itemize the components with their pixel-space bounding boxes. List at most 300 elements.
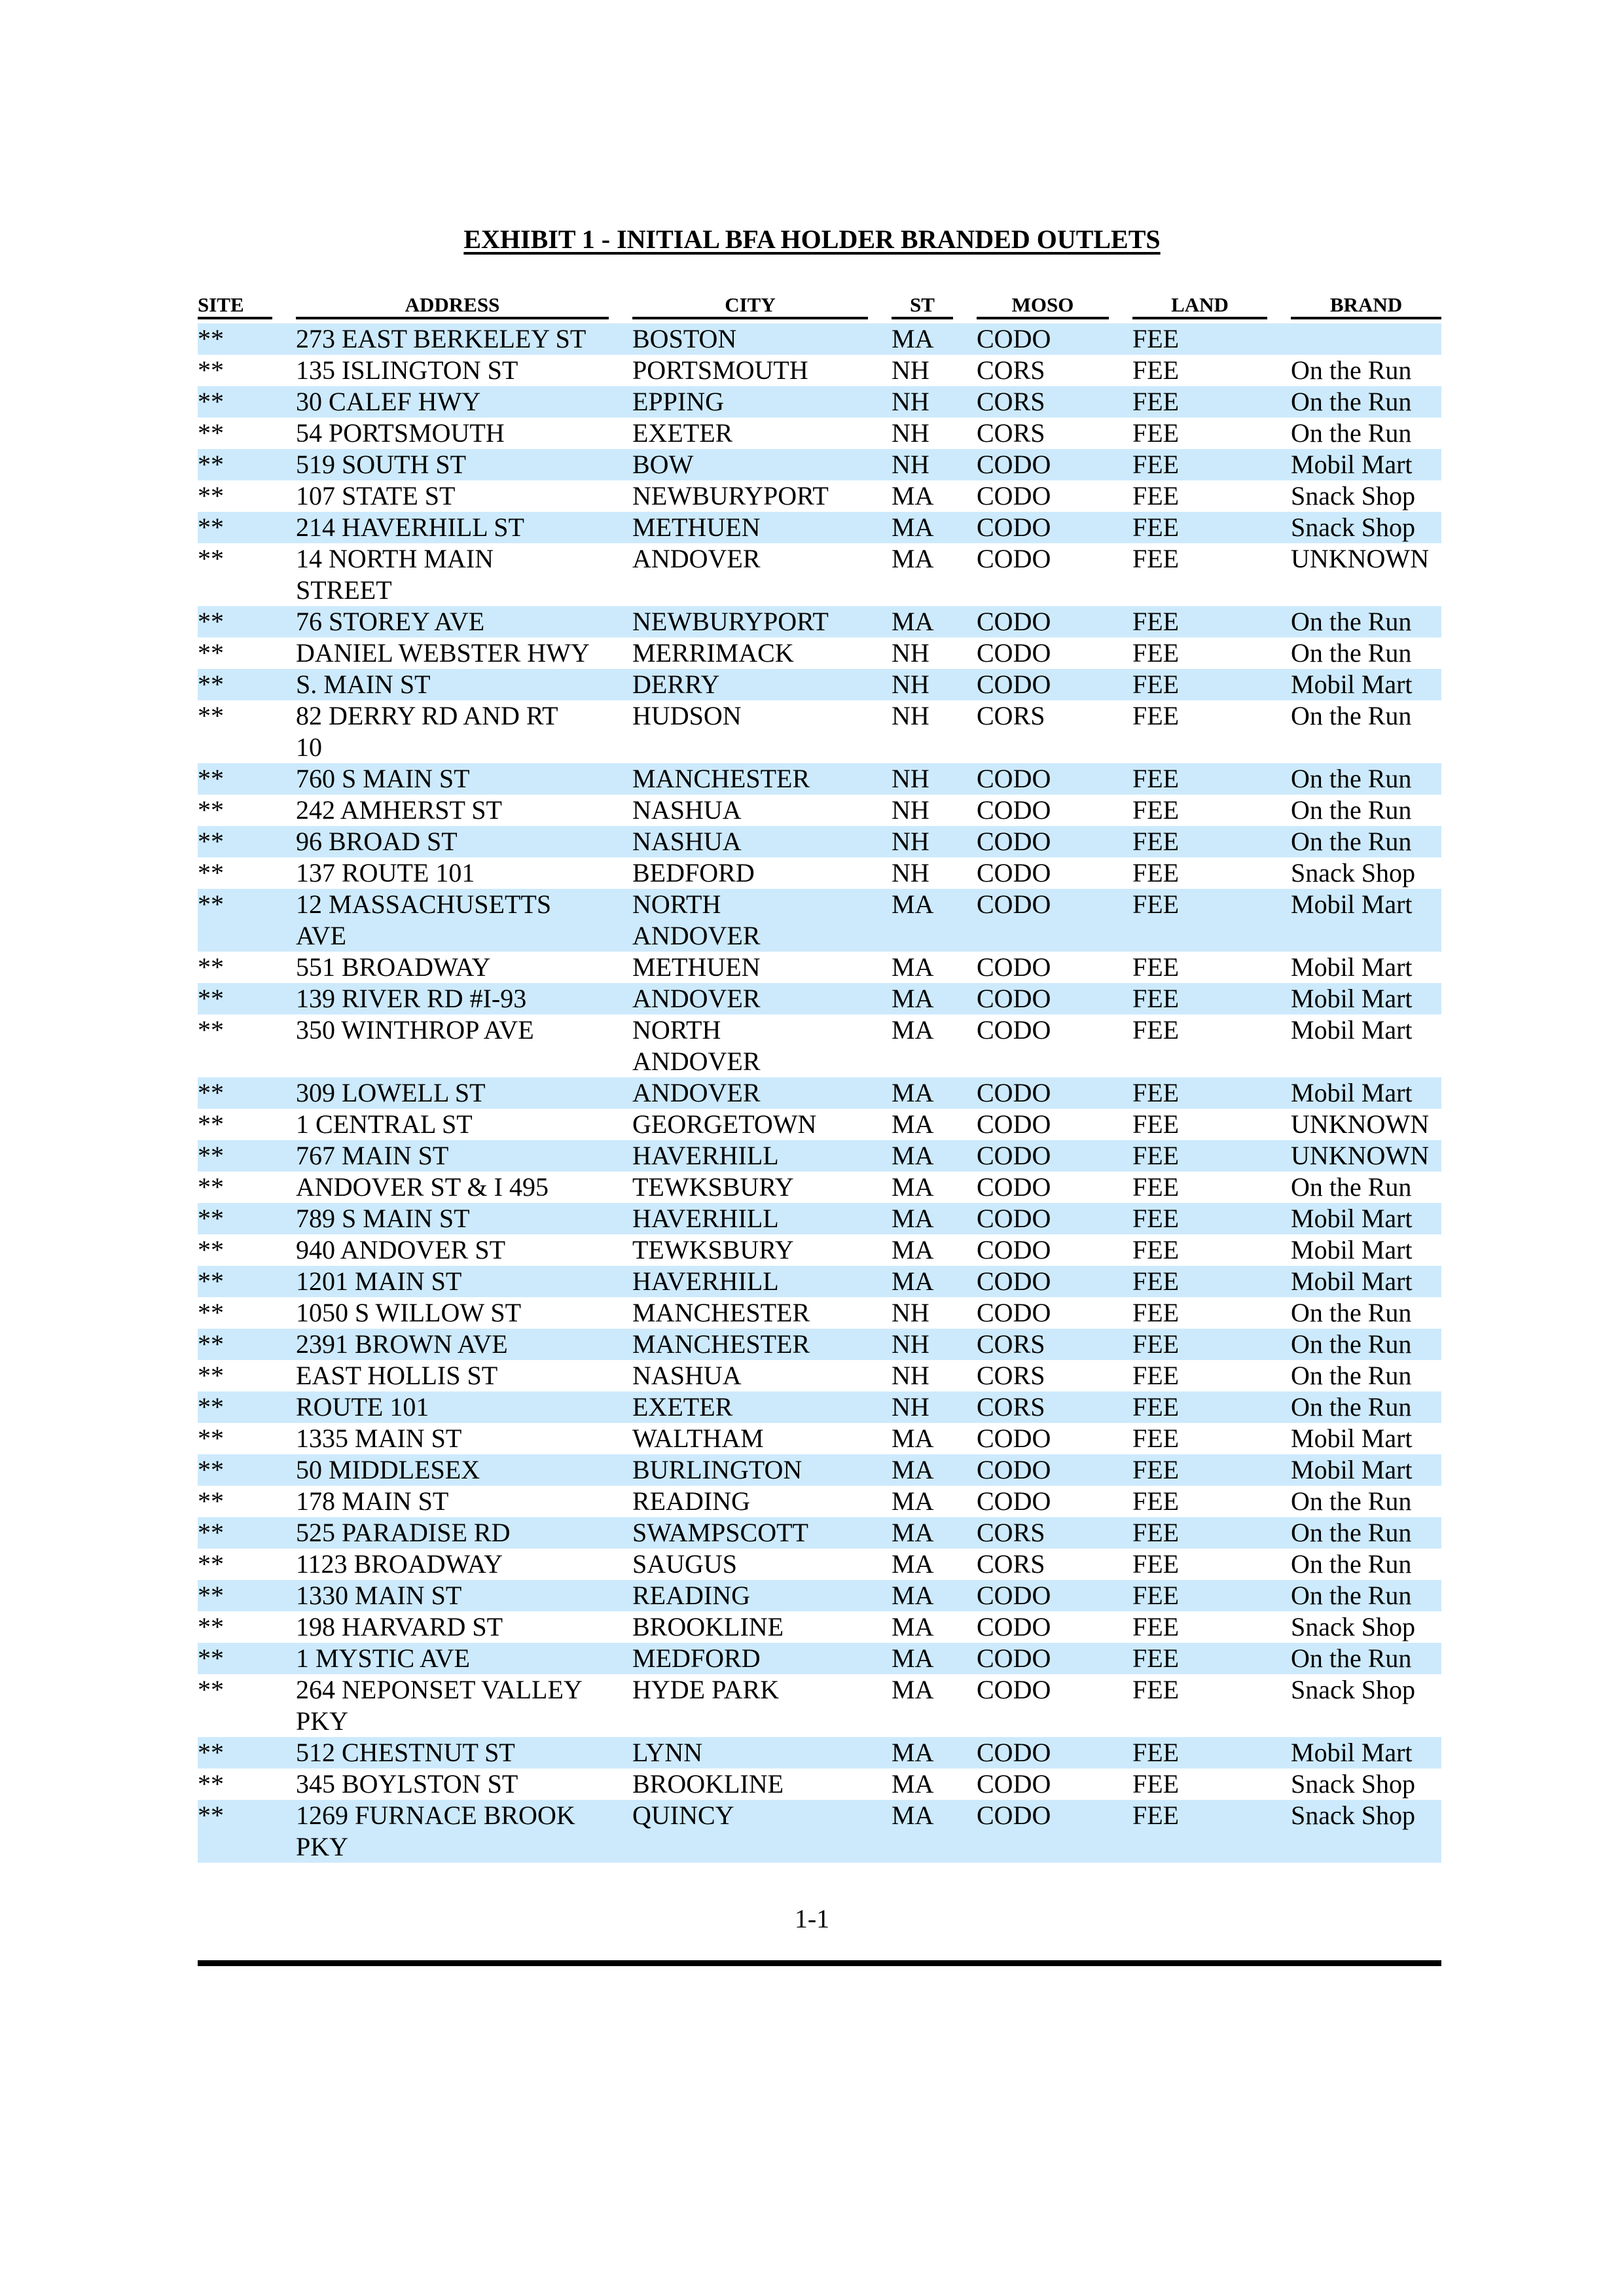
- cell-brand: On the Run: [1291, 1392, 1412, 1422]
- cell-land: FEE: [1132, 418, 1180, 448]
- cell-address: 1123 BROADWAY: [296, 1549, 503, 1579]
- cell-site: **: [198, 827, 224, 856]
- cell-site: **: [198, 1266, 224, 1296]
- cell-brand: Snack Shop: [1291, 481, 1415, 511]
- cell-address: STREET: [296, 575, 392, 605]
- cell-site: **: [198, 418, 224, 448]
- cell-st: NH: [892, 827, 929, 856]
- cell-st: NH: [892, 418, 929, 448]
- cell-site: **: [198, 1298, 224, 1327]
- cell-city: METHUEN: [632, 512, 761, 542]
- table-row: [198, 857, 1441, 889]
- cell-city: BROOKLINE: [632, 1612, 784, 1641]
- cell-city: QUINCY: [632, 1801, 734, 1830]
- cell-st: MA: [892, 1424, 934, 1453]
- header-brand: BRAND: [1291, 293, 1441, 319]
- cell-brand: Mobil Mart: [1291, 1738, 1413, 1767]
- table-row: [198, 1140, 1441, 1172]
- cell-land: FEE: [1132, 1581, 1180, 1610]
- cell-site: **: [198, 512, 224, 542]
- cell-city: BEDFORD: [632, 858, 755, 888]
- cell-site: **: [198, 1235, 224, 1265]
- cell-land: FEE: [1132, 764, 1180, 793]
- cell-st: NH: [892, 1361, 929, 1390]
- cell-city: LYNN: [632, 1738, 703, 1767]
- cell-brand: On the Run: [1291, 795, 1412, 825]
- cell-brand: On the Run: [1291, 1172, 1412, 1202]
- cell-site: **: [198, 1801, 224, 1830]
- cell-st: MA: [892, 1769, 934, 1799]
- table-row: [198, 512, 1441, 543]
- cell-city: TEWKSBURY: [632, 1172, 794, 1202]
- cell-city: SWAMPSCOTT: [632, 1518, 808, 1547]
- cell-land: FEE: [1132, 1738, 1180, 1767]
- cell-brand: Mobil Mart: [1291, 670, 1413, 699]
- cell-brand: Mobil Mart: [1291, 889, 1413, 919]
- cell-address: 1330 MAIN ST: [296, 1581, 462, 1610]
- cell-address: 264 NEPONSET VALLEY: [296, 1675, 583, 1704]
- cell-moso: CODO: [977, 1612, 1051, 1641]
- cell-site: **: [198, 324, 224, 353]
- cell-moso: CODO: [977, 1581, 1051, 1610]
- cell-st: NH: [892, 764, 929, 793]
- cell-city: HAVERHILL: [632, 1141, 779, 1170]
- cell-site: **: [198, 1392, 224, 1422]
- cell-moso: CODO: [977, 984, 1051, 1013]
- page-number: 1-1: [794, 1904, 830, 1933]
- cell-address: 10: [296, 732, 322, 762]
- cell-city: NEWBURYPORT: [632, 607, 829, 636]
- cell-site: **: [198, 764, 224, 793]
- cell-moso: CORS: [977, 418, 1045, 448]
- cell-moso: CODO: [977, 1141, 1051, 1170]
- cell-city: READING: [632, 1581, 750, 1610]
- table-row: [198, 952, 1441, 983]
- cell-address: 512 CHESTNUT ST: [296, 1738, 515, 1767]
- cell-moso: CORS: [977, 387, 1045, 416]
- table-row: [198, 1737, 1441, 1768]
- cell-city: ANDOVER: [632, 921, 761, 950]
- cell-moso: CODO: [977, 1109, 1051, 1139]
- cell-st: MA: [892, 1204, 934, 1233]
- cell-st: NH: [892, 858, 929, 888]
- cell-st: MA: [892, 1549, 934, 1579]
- table-row: [198, 1329, 1441, 1360]
- cell-moso: CODO: [977, 324, 1051, 353]
- cell-address: 273 EAST BERKELEY ST: [296, 324, 586, 353]
- cell-city: READING: [632, 1486, 750, 1516]
- outlets-table: [198, 323, 1441, 1863]
- table-row: [198, 418, 1441, 449]
- cell-site: **: [198, 1549, 224, 1579]
- cell-city: NASHUA: [632, 795, 742, 825]
- table-row: [198, 1297, 1441, 1329]
- cell-st: MA: [892, 1486, 934, 1516]
- cell-site: **: [198, 795, 224, 825]
- cell-st: MA: [892, 1078, 934, 1107]
- cell-address: 309 LOWELL ST: [296, 1078, 486, 1107]
- cell-address: 14 NORTH MAIN: [296, 544, 494, 573]
- table-row: [198, 386, 1441, 418]
- cell-city: ANDOVER: [632, 1047, 761, 1076]
- table-row: [198, 1077, 1441, 1109]
- table-row: [198, 1172, 1441, 1203]
- cell-site: **: [198, 481, 224, 511]
- cell-brand: On the Run: [1291, 827, 1412, 856]
- cell-moso: CODO: [977, 1486, 1051, 1516]
- cell-site: **: [198, 1329, 224, 1359]
- cell-land: FEE: [1132, 1361, 1180, 1390]
- cell-moso: CODO: [977, 638, 1051, 668]
- cell-brand: Snack Shop: [1291, 1769, 1415, 1799]
- cell-address: 519 SOUTH ST: [296, 450, 467, 479]
- table-row: [198, 355, 1441, 386]
- cell-site: **: [198, 1581, 224, 1610]
- table-row: [198, 1800, 1441, 1863]
- table-row: [198, 795, 1441, 826]
- cell-address: 1335 MAIN ST: [296, 1424, 462, 1453]
- cell-brand: Snack Shop: [1291, 1675, 1415, 1704]
- cell-site: **: [198, 701, 224, 730]
- cell-st: NH: [892, 387, 929, 416]
- header-address: ADDRESS: [296, 293, 609, 319]
- cell-land: FEE: [1132, 795, 1180, 825]
- cell-address: S. MAIN ST: [296, 670, 431, 699]
- table-row: [198, 1234, 1441, 1266]
- cell-address: 1201 MAIN ST: [296, 1266, 462, 1296]
- cell-land: FEE: [1132, 1612, 1180, 1641]
- cell-st: MA: [892, 481, 934, 511]
- cell-moso: CODO: [977, 827, 1051, 856]
- cell-site: **: [198, 858, 224, 888]
- cell-address: 789 S MAIN ST: [296, 1204, 470, 1233]
- cell-moso: CORS: [977, 1329, 1045, 1359]
- table-row: [198, 1768, 1441, 1800]
- cell-address: ROUTE 101: [296, 1392, 429, 1422]
- cell-land: FEE: [1132, 670, 1180, 699]
- cell-site: **: [198, 1769, 224, 1799]
- cell-st: NH: [892, 1329, 929, 1359]
- cell-moso: CODO: [977, 1266, 1051, 1296]
- table-row: [198, 1674, 1441, 1737]
- cell-brand: Mobil Mart: [1291, 1078, 1413, 1107]
- cell-address: 242 AMHERST ST: [296, 795, 502, 825]
- cell-address: 76 STOREY AVE: [296, 607, 485, 636]
- cell-site: **: [198, 984, 224, 1013]
- cell-moso: CODO: [977, 670, 1051, 699]
- cell-address: 1050 S WILLOW ST: [296, 1298, 522, 1327]
- cell-land: FEE: [1132, 1172, 1180, 1202]
- cell-city: NEWBURYPORT: [632, 481, 829, 511]
- cell-city: HYDE PARK: [632, 1675, 780, 1704]
- cell-address: 1 MYSTIC AVE: [296, 1643, 470, 1673]
- cell-moso: CORS: [977, 355, 1045, 385]
- cell-moso: CODO: [977, 795, 1051, 825]
- cell-brand: On the Run: [1291, 1486, 1412, 1516]
- cell-land: FEE: [1132, 355, 1180, 385]
- cell-st: NH: [892, 355, 929, 385]
- cell-moso: CORS: [977, 1361, 1045, 1390]
- table-row: [198, 763, 1441, 795]
- cell-brand: On the Run: [1291, 764, 1412, 793]
- cell-brand: Snack Shop: [1291, 858, 1415, 888]
- cell-site: **: [198, 1675, 224, 1704]
- cell-city: NORTH: [632, 889, 721, 919]
- cell-st: MA: [892, 1172, 934, 1202]
- cell-address: 198 HARVARD ST: [296, 1612, 503, 1641]
- cell-land: FEE: [1132, 512, 1180, 542]
- cell-brand: On the Run: [1291, 1298, 1412, 1327]
- cell-city: NASHUA: [632, 827, 742, 856]
- table-row: [198, 1611, 1441, 1643]
- cell-st: MA: [892, 512, 934, 542]
- cell-moso: CODO: [977, 1235, 1051, 1265]
- cell-site: **: [198, 1204, 224, 1233]
- cell-city: ANDOVER: [632, 1078, 761, 1107]
- table-row: [198, 1517, 1441, 1549]
- table-row: [198, 480, 1441, 512]
- page-title: EXHIBIT 1 - INITIAL BFA HOLDER BRANDED OUTLETS: [463, 224, 1161, 254]
- cell-site: **: [198, 544, 224, 573]
- cell-brand: On the Run: [1291, 1518, 1412, 1547]
- cell-land: FEE: [1132, 984, 1180, 1013]
- cell-address: 178 MAIN ST: [296, 1486, 449, 1516]
- cell-city: EXETER: [632, 418, 733, 448]
- table-row: [198, 1486, 1441, 1517]
- cell-address: AVE: [296, 921, 347, 950]
- cell-moso: CODO: [977, 889, 1051, 919]
- cell-st: MA: [892, 1455, 934, 1484]
- cell-st: MA: [892, 984, 934, 1013]
- cell-moso: CODO: [977, 1204, 1051, 1233]
- cell-moso: CORS: [977, 1392, 1045, 1422]
- cell-address: 551 BROADWAY: [296, 952, 491, 982]
- cell-moso: CODO: [977, 1015, 1051, 1045]
- cell-brand: On the Run: [1291, 1549, 1412, 1579]
- table-row: [198, 1203, 1441, 1234]
- cell-moso: CODO: [977, 764, 1051, 793]
- cell-land: FEE: [1132, 952, 1180, 982]
- cell-brand: Snack Shop: [1291, 1612, 1415, 1641]
- cell-brand: On the Run: [1291, 1329, 1412, 1359]
- cell-st: NH: [892, 795, 929, 825]
- cell-city: MANCHESTER: [632, 764, 810, 793]
- cell-moso: CODO: [977, 1738, 1051, 1767]
- cell-city: BOW: [632, 450, 694, 479]
- cell-brand: On the Run: [1291, 607, 1412, 636]
- cell-brand: Mobil Mart: [1291, 1424, 1413, 1453]
- cell-address: 139 RIVER RD #I-93: [296, 984, 527, 1013]
- cell-moso: CODO: [977, 450, 1051, 479]
- cell-st: MA: [892, 1801, 934, 1830]
- cell-land: FEE: [1132, 1549, 1180, 1579]
- cell-land: FEE: [1132, 1392, 1180, 1422]
- cell-city: MANCHESTER: [632, 1298, 810, 1327]
- table-row: [198, 1454, 1441, 1486]
- cell-brand: On the Run: [1291, 701, 1412, 730]
- cell-moso: CODO: [977, 858, 1051, 888]
- cell-address: 214 HAVERHILL ST: [296, 512, 524, 542]
- cell-site: **: [198, 1455, 224, 1484]
- table-row: [198, 1423, 1441, 1454]
- cell-city: WALTHAM: [632, 1424, 764, 1453]
- cell-site: **: [198, 638, 224, 668]
- cell-st: MA: [892, 1581, 934, 1610]
- cell-site: **: [198, 889, 224, 919]
- header-city: CITY: [632, 293, 868, 319]
- header-site: SITE: [198, 293, 272, 319]
- cell-land: FEE: [1132, 1235, 1180, 1265]
- cell-site: **: [198, 1738, 224, 1767]
- cell-address: 30 CALEF HWY: [296, 387, 481, 416]
- table-row: [198, 1109, 1441, 1140]
- cell-land: FEE: [1132, 1329, 1180, 1359]
- cell-land: FEE: [1132, 1141, 1180, 1170]
- table-row: [198, 889, 1441, 952]
- cell-land: FEE: [1132, 324, 1180, 353]
- cell-moso: CODO: [977, 544, 1051, 573]
- cell-brand: Mobil Mart: [1291, 1455, 1413, 1484]
- cell-city: ANDOVER: [632, 544, 761, 573]
- cell-site: **: [198, 1172, 224, 1202]
- cell-city: DERRY: [632, 670, 720, 699]
- cell-address: 82 DERRY RD AND RT: [296, 701, 558, 730]
- cell-city: NASHUA: [632, 1361, 742, 1390]
- cell-city: PORTSMOUTH: [632, 355, 808, 385]
- cell-land: FEE: [1132, 1109, 1180, 1139]
- table-row: [198, 669, 1441, 700]
- table-row: [198, 637, 1441, 669]
- cell-moso: CODO: [977, 1801, 1051, 1830]
- cell-land: FEE: [1132, 1486, 1180, 1516]
- cell-city: MEDFORD: [632, 1643, 761, 1673]
- cell-st: NH: [892, 670, 929, 699]
- header-moso: MOSO: [977, 293, 1109, 319]
- cell-city: METHUEN: [632, 952, 761, 982]
- cell-site: **: [198, 670, 224, 699]
- cell-city: NORTH: [632, 1015, 721, 1045]
- cell-address: PKY: [296, 1706, 349, 1736]
- cell-address: 1269 FURNACE BROOK: [296, 1801, 575, 1830]
- cell-address: 345 BOYLSTON ST: [296, 1769, 518, 1799]
- table-row: [198, 606, 1441, 637]
- cell-address: 940 ANDOVER ST: [296, 1235, 506, 1265]
- cell-city: EPPING: [632, 387, 725, 416]
- cell-moso: CODO: [977, 1675, 1051, 1704]
- cell-land: FEE: [1132, 858, 1180, 888]
- cell-land: FEE: [1132, 1424, 1180, 1453]
- cell-address: 135 ISLINGTON ST: [296, 355, 518, 385]
- cell-city: ANDOVER: [632, 984, 761, 1013]
- cell-address: 350 WINTHROP AVE: [296, 1015, 534, 1045]
- cell-brand: On the Run: [1291, 418, 1412, 448]
- table-row: [198, 826, 1441, 857]
- table-row: [198, 449, 1441, 480]
- cell-land: FEE: [1132, 1078, 1180, 1107]
- cell-st: MA: [892, 1518, 934, 1547]
- cell-address: 54 PORTSMOUTH: [296, 418, 505, 448]
- cell-city: SAUGUS: [632, 1549, 738, 1579]
- cell-brand: Snack Shop: [1291, 512, 1415, 542]
- cell-brand: Snack Shop: [1291, 1801, 1415, 1830]
- cell-brand: UNKNOWN: [1291, 1141, 1430, 1170]
- cell-moso: CORS: [977, 1549, 1045, 1579]
- cell-st: MA: [892, 1141, 934, 1170]
- cell-st: MA: [892, 1109, 934, 1139]
- cell-st: MA: [892, 607, 934, 636]
- cell-moso: CODO: [977, 481, 1051, 511]
- cell-st: NH: [892, 450, 929, 479]
- table-row: [198, 543, 1441, 606]
- cell-land: FEE: [1132, 889, 1180, 919]
- cell-city: HAVERHILL: [632, 1204, 779, 1233]
- cell-land: FEE: [1132, 1015, 1180, 1045]
- cell-moso: CORS: [977, 1518, 1045, 1547]
- cell-site: **: [198, 952, 224, 982]
- cell-brand: On the Run: [1291, 1581, 1412, 1610]
- cell-moso: CODO: [977, 1424, 1051, 1453]
- cell-land: FEE: [1132, 481, 1180, 511]
- cell-st: MA: [892, 952, 934, 982]
- cell-site: **: [198, 1361, 224, 1390]
- header-land: LAND: [1132, 293, 1267, 319]
- cell-land: FEE: [1132, 1675, 1180, 1704]
- cell-address: 12 MASSACHUSETTS: [296, 889, 552, 919]
- cell-brand: Mobil Mart: [1291, 1015, 1413, 1045]
- cell-address: 1 CENTRAL ST: [296, 1109, 473, 1139]
- cell-brand: UNKNOWN: [1291, 544, 1430, 573]
- cell-land: FEE: [1132, 1518, 1180, 1547]
- cell-land: FEE: [1132, 701, 1180, 730]
- cell-st: MA: [892, 1015, 934, 1045]
- table-row: [198, 1014, 1441, 1077]
- cell-city: BURLINGTON: [632, 1455, 803, 1484]
- cell-brand: Mobil Mart: [1291, 1204, 1413, 1233]
- cell-city: BOSTON: [632, 324, 737, 353]
- cell-st: MA: [892, 1675, 934, 1704]
- cell-land: FEE: [1132, 1455, 1180, 1484]
- cell-site: **: [198, 355, 224, 385]
- cell-moso: CODO: [977, 1769, 1051, 1799]
- cell-city: HAVERHILL: [632, 1266, 779, 1296]
- cell-address: ANDOVER ST & I 495: [296, 1172, 549, 1202]
- cell-st: MA: [892, 1235, 934, 1265]
- cell-address: 96 BROAD ST: [296, 827, 458, 856]
- cell-address: 107 STATE ST: [296, 481, 456, 511]
- cell-brand: On the Run: [1291, 638, 1412, 668]
- cell-site: **: [198, 1015, 224, 1045]
- cell-st: MA: [892, 544, 934, 573]
- cell-city: TEWKSBURY: [632, 1235, 794, 1265]
- cell-st: MA: [892, 1266, 934, 1296]
- cell-address: 767 MAIN ST: [296, 1141, 449, 1170]
- cell-brand: Mobil Mart: [1291, 984, 1413, 1013]
- cell-site: **: [198, 1486, 224, 1516]
- cell-brand: Mobil Mart: [1291, 450, 1413, 479]
- table-row: [198, 1580, 1441, 1611]
- cell-land: FEE: [1132, 607, 1180, 636]
- cell-st: NH: [892, 638, 929, 668]
- cell-st: MA: [892, 324, 934, 353]
- cell-land: FEE: [1132, 1204, 1180, 1233]
- cell-st: NH: [892, 701, 929, 730]
- cell-land: FEE: [1132, 1801, 1180, 1830]
- cell-city: BROOKLINE: [632, 1769, 784, 1799]
- cell-brand: On the Run: [1291, 1361, 1412, 1390]
- cell-address: 2391 BROWN AVE: [296, 1329, 508, 1359]
- cell-moso: CODO: [977, 1078, 1051, 1107]
- column-headers: [0, 293, 1624, 322]
